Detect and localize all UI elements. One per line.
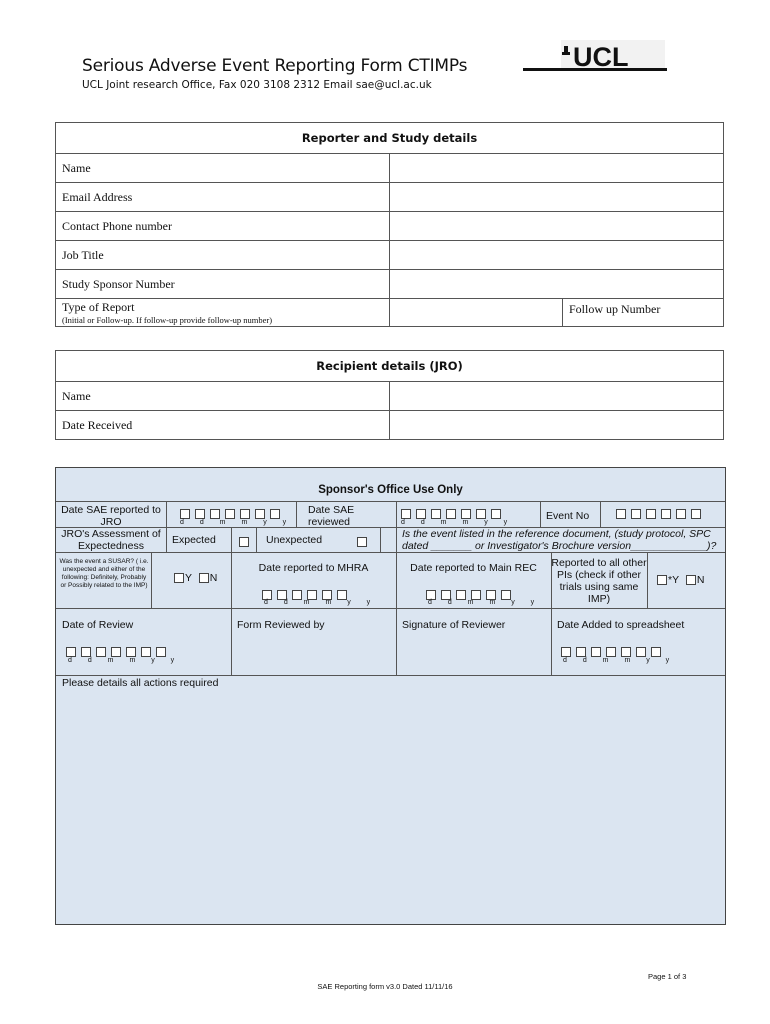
reported-all-no-checkbox[interactable] xyxy=(686,575,696,585)
date-sae-reported-label: Date SAE reported to JRO xyxy=(61,504,161,528)
assessment-label: JRO's Assessment of Expectedness xyxy=(61,528,161,552)
logo-text: UCL xyxy=(573,42,629,72)
signature-label: Signature of Reviewer xyxy=(402,619,506,631)
date-received-field[interactable] xyxy=(390,411,724,440)
name-label: Name xyxy=(56,154,390,183)
page-number: Page 1 of 3 xyxy=(648,972,687,981)
actions-label: Please details all actions required xyxy=(62,677,219,689)
date-sae-reviewed-label: Date SAE reviewed xyxy=(308,504,355,528)
recipient-heading: Recipient details (JRO) xyxy=(56,351,724,382)
reported-all-label: Reported to all other PIs (check if other trials using same IMP) xyxy=(551,557,647,605)
report-type-field[interactable] xyxy=(390,299,563,326)
reference-question: Is the event listed in the reference document, (study protocol, SPC dated _______ or Investigator's Brochure version_____________)? xyxy=(402,528,717,552)
ucl-logo xyxy=(523,38,667,72)
unexpected-label: Unexpected xyxy=(266,534,323,546)
reporter-heading: Reporter and Study details xyxy=(56,123,724,154)
expected-checkbox[interactable] xyxy=(239,537,249,547)
sponsor-section xyxy=(55,467,726,925)
date-received-label: Date Received xyxy=(56,411,390,440)
date-format-label: d d m m y y xyxy=(401,519,515,526)
actions-field[interactable] xyxy=(56,690,725,922)
recipient-table xyxy=(55,350,724,440)
date-format-label: d d m m y y xyxy=(264,599,378,606)
reported-all-yes-checkbox[interactable] xyxy=(657,575,667,585)
job-title-label: Job Title xyxy=(56,241,390,270)
phone-field[interactable] xyxy=(390,212,724,241)
followup-label: Follow up Number xyxy=(569,302,661,316)
susar-yes-no: Y N xyxy=(174,572,217,584)
form-version: SAE Reporting form v3.0 Dated 11/11/16 xyxy=(317,982,453,991)
susar-no-checkbox[interactable] xyxy=(199,573,209,583)
report-type-cell xyxy=(390,299,724,327)
date-added-label: Date Added to spreadsheet xyxy=(557,619,685,631)
recipient-name-field[interactable] xyxy=(390,382,724,411)
sponsor-number-field[interactable] xyxy=(390,270,724,299)
mhra-label: Date reported to MHRA xyxy=(258,562,369,574)
report-type-label xyxy=(56,299,390,327)
phone-label: Contact Phone number xyxy=(56,212,390,241)
page-subtitle: UCL Joint research Office, Fax 020 3108 2312 Email sae@ucl.ac.uk xyxy=(82,79,432,91)
report-type-note: (Initial or Follow-up. If follow-up provide follow-up number) xyxy=(62,315,273,325)
event-no-boxes[interactable] xyxy=(616,505,706,523)
email-field[interactable] xyxy=(390,183,724,212)
page-title: Serious Adverse Event Reporting Form CTIMPs xyxy=(82,56,468,76)
event-no-label: Event No xyxy=(546,510,590,522)
sponsor-heading: Sponsor's Office Use Only xyxy=(318,484,463,496)
date-format-label: d d m m y y xyxy=(180,519,294,526)
unexpected-checkbox[interactable] xyxy=(357,537,367,547)
recipient-name-label: Name xyxy=(56,382,390,411)
reported-all-yes-no: *Y N xyxy=(657,574,704,586)
date-review-label: Date of Review xyxy=(62,619,134,631)
susar-question: Was the event a SUSAR? ( i.e. unexpected and either of the following: Definitely, Probably or Possibly related to the IMP) xyxy=(59,558,149,589)
expected-label: Expected xyxy=(172,534,216,546)
date-format-label: d d m m y y xyxy=(68,657,182,664)
job-title-field[interactable] xyxy=(390,241,724,270)
reporter-table xyxy=(55,122,724,327)
followup-number-field[interactable] xyxy=(563,299,724,326)
date-format-label: d d m m y y xyxy=(428,599,542,606)
report-type-title: Type of Report xyxy=(62,300,135,314)
form-reviewed-by-label: Form Reviewed by xyxy=(237,619,325,631)
name-field[interactable] xyxy=(390,154,724,183)
email-label: Email Address xyxy=(56,183,390,212)
date-format-label: d d m m y y xyxy=(563,657,677,664)
sponsor-number-label: Study Sponsor Number xyxy=(56,270,390,299)
rec-label: Date reported to Main REC xyxy=(410,562,537,574)
susar-yes-checkbox[interactable] xyxy=(174,573,184,583)
